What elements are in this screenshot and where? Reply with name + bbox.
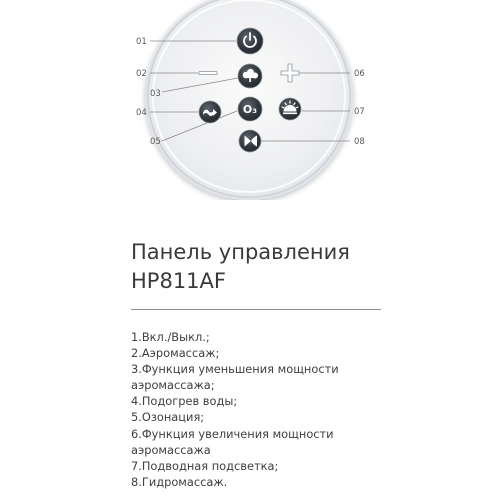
title-line-1: Панель управления: [131, 240, 350, 264]
minus-icon: [199, 72, 217, 75]
water-heating-button[interactable]: [199, 101, 221, 123]
callout-01: 01: [136, 37, 147, 47]
feature-item: 4.Подогрев воды;: [131, 394, 238, 409]
feature-item: 3.Функция уменьшения мощности: [131, 362, 339, 377]
callout-07: 07: [354, 107, 365, 117]
callout-06: 06: [354, 69, 365, 79]
feature-item: 8.Гидромассаж.: [131, 474, 228, 489]
page-title: [131, 238, 431, 296]
feature-item: 6.Функция увеличения мощности: [131, 426, 334, 441]
title-model: HP811AF: [131, 269, 226, 293]
feature-item: 7.Подводная подсветка;: [131, 458, 279, 473]
feature-item: 5.Озонация;: [131, 410, 205, 425]
divider: [131, 309, 381, 310]
feature-item: 2.Аэромассаж;: [131, 346, 220, 361]
callout-03: 03: [150, 89, 161, 99]
callout-04: 04: [136, 108, 147, 118]
callout-08: 08: [354, 137, 365, 147]
feature-item: аэромассажа;: [131, 378, 215, 393]
callout-02: 02: [136, 69, 147, 79]
hydromassage-button[interactable]: [239, 130, 261, 152]
power-button[interactable]: [237, 28, 263, 54]
plus-button[interactable]: [278, 62, 302, 84]
aeromassage-button[interactable]: [238, 64, 262, 88]
control-panel-diagram: [0, 0, 500, 200]
feature-item: аэромассажа: [131, 442, 211, 457]
underwater-light-button[interactable]: [279, 98, 301, 120]
ozone-icon: O₃: [242, 103, 258, 116]
feature-list: [131, 329, 421, 490]
feature-item: 1.Вкл./Выкл.;: [131, 330, 210, 344]
callout-05: 05: [150, 137, 161, 147]
ozone-button[interactable]: [238, 97, 262, 121]
minus-button[interactable]: [196, 64, 224, 82]
